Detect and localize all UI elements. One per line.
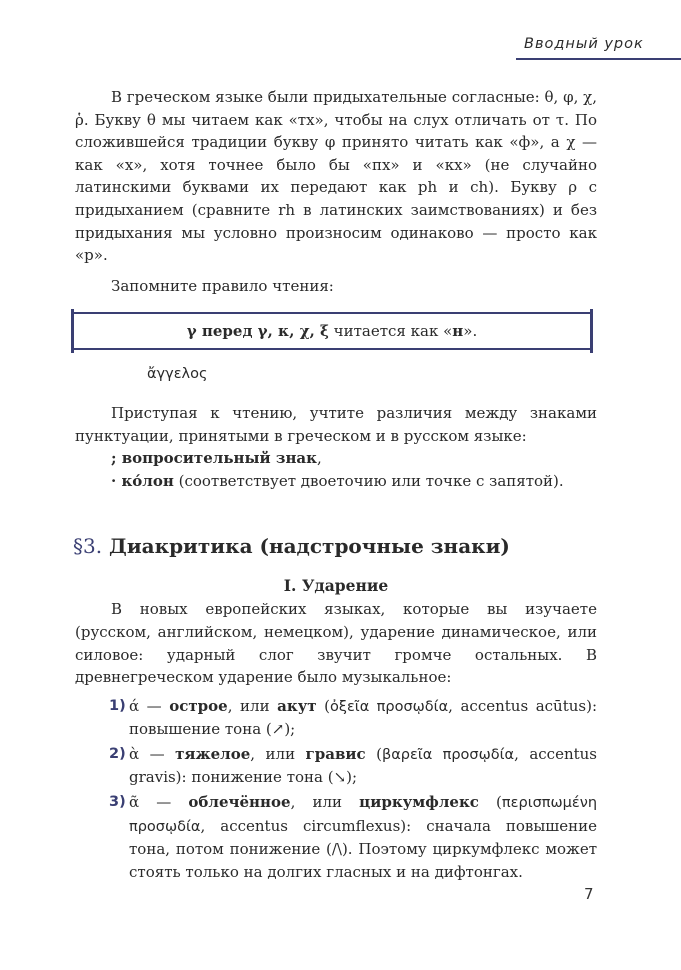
accent-or: , или xyxy=(290,793,360,812)
reading-rule-text xyxy=(71,320,593,343)
section-title: Диакритика (надстрочные знаки) xyxy=(102,534,510,559)
accent-name: облечённое xyxy=(188,793,291,812)
intro-paragraph-aspirates: В греческом языке были придыхательные согласные: θ, φ, χ, ῥ. Букву θ мы читаем как «тх», чтобы на слух отличать от τ. По сложившейся традиции букву φ принято читать как «ф», а χ — как «х», хотя точнее было бы «пх» и «кх» (не случайно латинскими буквами их передают как ph и ch). Букву ρ с придыханием (сравните rh в латинских заимствованиях) и без придыхания мы условно произносим одинаково — просто как «р». xyxy=(75,88,597,265)
accent-item-number: 2) xyxy=(109,745,126,762)
accent-description: , accentus acūtus): повышение тона (↗); xyxy=(129,696,598,739)
intro-paragraph-rule-lead: Запомните правило чтения: xyxy=(111,276,334,295)
page-number: 7 xyxy=(584,885,594,903)
rule-mid: читается как « xyxy=(328,322,453,341)
accent-paren: ( xyxy=(365,744,382,763)
accent-or: , или xyxy=(250,744,306,763)
accent-item-acute xyxy=(75,695,597,741)
accent-symbol: ᾶ — xyxy=(129,793,189,812)
accent-greek-name: βαρεῖα προσῳδία xyxy=(381,746,515,763)
accent-symbol: ά — xyxy=(129,696,170,715)
accent-paren: ( xyxy=(478,793,502,812)
page-content xyxy=(75,86,597,885)
punctuation-intro: Приступая к чтению, учтите различия между знаками пунктуации, принятыми в греческом и в русском языке: xyxy=(75,403,597,445)
accent-term: циркумфлекс xyxy=(359,793,479,812)
colon-description: (соответствует двоеточию или точке с запятой). xyxy=(173,471,564,490)
accent-or: , или xyxy=(227,696,278,715)
accent-item-number: 3) xyxy=(109,794,126,811)
question-mark-term: ; вопросительный знак xyxy=(111,449,317,468)
rule-box-top-line xyxy=(74,312,590,314)
punctuation-colon xyxy=(75,470,597,493)
accent-greek-name: ὀξεῖα προσῳδία xyxy=(330,698,449,715)
accent-list xyxy=(75,695,597,884)
rule-end: ». xyxy=(463,322,478,341)
rule-bold-letter: н xyxy=(452,322,464,341)
accent-item-number: 1) xyxy=(109,697,126,714)
running-head xyxy=(516,36,681,60)
accent-greek-name: περισπωμένη προσῳδία xyxy=(129,795,598,835)
colon-term: · ко́лон xyxy=(111,471,174,490)
section-heading xyxy=(73,532,597,560)
accent-description: , accentus circumflexus): сначала повышение тона, потом понижение (/\). Поэтому циркумфлекс может стоять только на долгих гласных и на дифтонгах. xyxy=(129,816,597,881)
section-intro-paragraph: В новых европейских языках, которые вы изучаете (русском, английском, немецком), ударение динамическое, или силовое: ударный слог звучит громче остальных. В древнегреческом ударение было музыкальное: xyxy=(75,600,597,687)
accent-name: острое xyxy=(169,696,228,715)
punctuation-question-mark xyxy=(75,447,597,470)
reading-rule-box xyxy=(71,309,593,353)
accent-name: тяжелое xyxy=(175,744,251,763)
accent-item-circumflex xyxy=(75,791,597,883)
accent-description: , accentus gravis): понижение тона (↘); xyxy=(129,744,597,787)
subsection-title: I. Ударение xyxy=(283,576,389,596)
running-head-text: Вводный урок xyxy=(524,36,644,52)
accent-term: акут xyxy=(277,696,317,715)
running-head-rule xyxy=(516,58,681,60)
accent-item-grave xyxy=(75,743,597,789)
rule-bold-part: γ перед γ, κ, χ, ξ xyxy=(186,322,329,341)
question-mark-end: , xyxy=(316,449,322,468)
accent-symbol: ὰ — xyxy=(129,744,176,763)
accent-term: гравис xyxy=(305,744,366,763)
example-word: ἄγγελος xyxy=(147,366,208,383)
accent-paren: ( xyxy=(316,696,331,715)
section-number: §3. xyxy=(73,534,103,559)
rule-box-bottom-line xyxy=(74,348,590,350)
